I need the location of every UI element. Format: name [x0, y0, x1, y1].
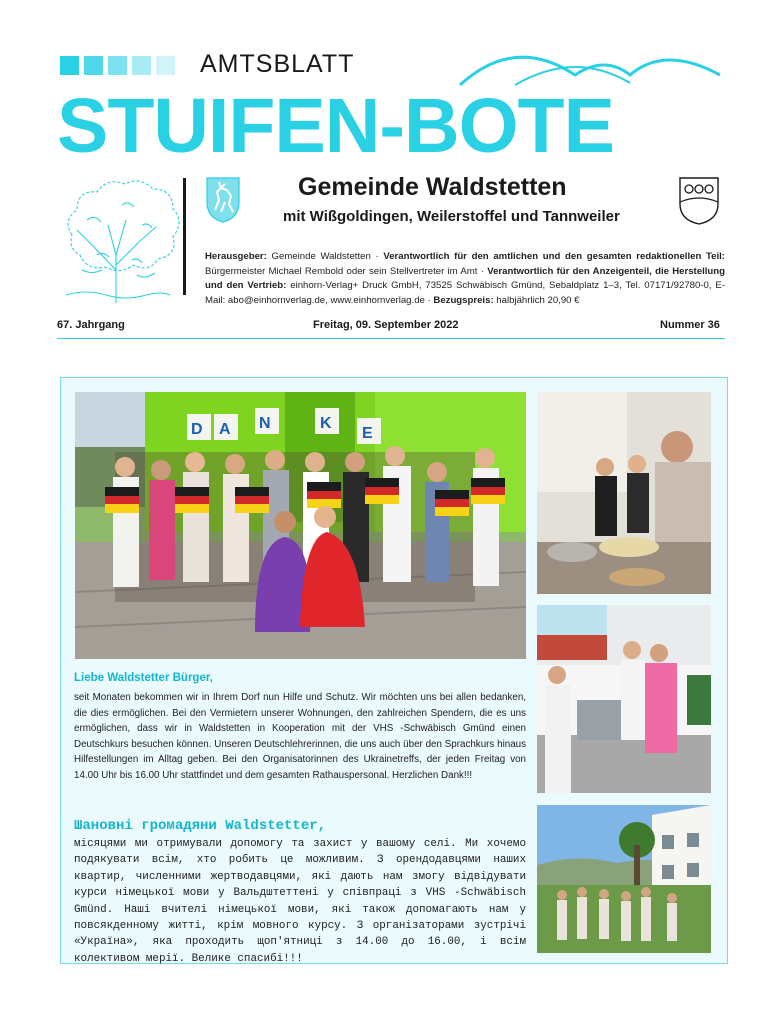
kitchen-photo-1	[537, 392, 711, 594]
square-3	[108, 56, 127, 75]
impressum	[205, 250, 725, 308]
kitchen-photo-2	[537, 605, 711, 793]
article-body-ua: місяцями ми отримували допомогу та захист у вашому селі. Ми хочемо подякувати всім, хто робить це можливим. З орендодавцями наших квартир, численними жертводавцями, які дають нам змогу відвідувати курси німецької мови у Вальдштеттені у співпраці з VHS -Schwäbisch Gmünd. Наші вчителі німецької мови, які також допомагають нам у повсякденному житті, крім мовного курсу. З організаторами зустрічі «Україна», яка проходить щоп'ятниці з 14.00 до 16.00, і всім колективом мерії. Велике спасибі!!!	[74, 838, 526, 965]
danke-letter-a: A	[219, 421, 231, 438]
impressum-anzeigen-label: Verantwortlich für den Anzeigenteil, die Herstellung und den Vertrieb:	[205, 265, 725, 291]
group-photo	[75, 392, 526, 659]
coat-of-arms-balls-icon	[678, 176, 720, 226]
square-5	[156, 56, 175, 75]
danke-letter-n: N	[259, 415, 271, 432]
impressum-bezugspreis-text: halbjährlich 20,90 €	[493, 294, 580, 306]
impressum-herausgeber-text: Gemeinde Waldstetten ·	[266, 251, 384, 262]
kitchen-photo-1-image	[537, 392, 711, 594]
issue-number: Nummer 36	[660, 319, 720, 331]
tree-illustration-icon	[52, 175, 180, 305]
garden-photo-image	[537, 805, 711, 953]
greeting-ua: Шановні громадяни Waldstetter,	[74, 818, 327, 834]
danke-letter-d: D	[191, 421, 203, 438]
impressum-herausgeber-label: Herausgeber:	[205, 251, 267, 262]
square-2	[84, 56, 103, 75]
square-1	[60, 56, 79, 75]
impressum-anzeigen-text: einhorn-Verlag+ Druck GmbH, 73525 Schwäbisch Gmünd, Sebaldplatz 1–3, Tel. 07171/92780-0, E-Mail: abo@einhornverlag.de, www.einhornverlag.de ·	[205, 280, 726, 306]
impressum-bezugspreis-label: Bezugspreis:	[433, 294, 494, 306]
kicker-amtsblatt: AMTSBLATT	[200, 50, 355, 78]
square-4	[132, 56, 151, 75]
garden-photo	[537, 805, 711, 953]
gemeinde-name: Gemeinde Waldstetten	[298, 173, 567, 201]
issue-date: Freitag, 09. September 2022	[313, 319, 459, 331]
danke-letter-k: K	[320, 415, 332, 432]
header-rule	[57, 338, 725, 339]
jahrgang: 67. Jahrgang	[57, 319, 125, 331]
group-photo-image	[75, 392, 526, 659]
gemeinde-subtitle: mit Wißgoldingen, Weilerstoffel und Tannweiler	[283, 208, 620, 225]
greeting-de: Liebe Waldstetter Bürger,	[74, 672, 213, 684]
article-body-de: seit Monaten bekommen wir in Ihrem Dorf nun Hilfe und Schutz. Wir möchten uns bei allen bedanken, die dies ermöglichen. Bei den Vermietern unserer Wohnungen, den zahlreichen Spendern, die es uns ermöglichen, dass wir in Waldstetten in Kooperation mit der VHS -Schwäbisch Gmünd einen Deutschkurs besuchen können. Unseren Deutschlehrerinnen, die uns auch über den Sprachkurs hinaus Hilfestellungen im Alltag geben. Bei den Organisatorinnen des Ukrainetreffs, der jeden Freitag von 14.00 Uhr bis 16.00 Uhr stattfindet und dem gesamten Rathauspersonal. Herzlichen Dank!!!	[74, 692, 526, 781]
impressum-redaktion-label: Verantwortlich für den amtlichen und den gesamten redaktionellen Teil:	[383, 251, 725, 262]
coat-of-arms-deer-icon	[205, 176, 241, 224]
masthead-title: STUIFEN-BOTE	[57, 83, 614, 169]
header-divider	[183, 178, 186, 295]
danke-letter-e: E	[362, 425, 373, 442]
kitchen-photo-2-image	[537, 605, 711, 793]
impressum-redaktion-text: Bürgermeister Michael Rembold oder sein Stellvertreter im Amt ·	[205, 265, 488, 277]
